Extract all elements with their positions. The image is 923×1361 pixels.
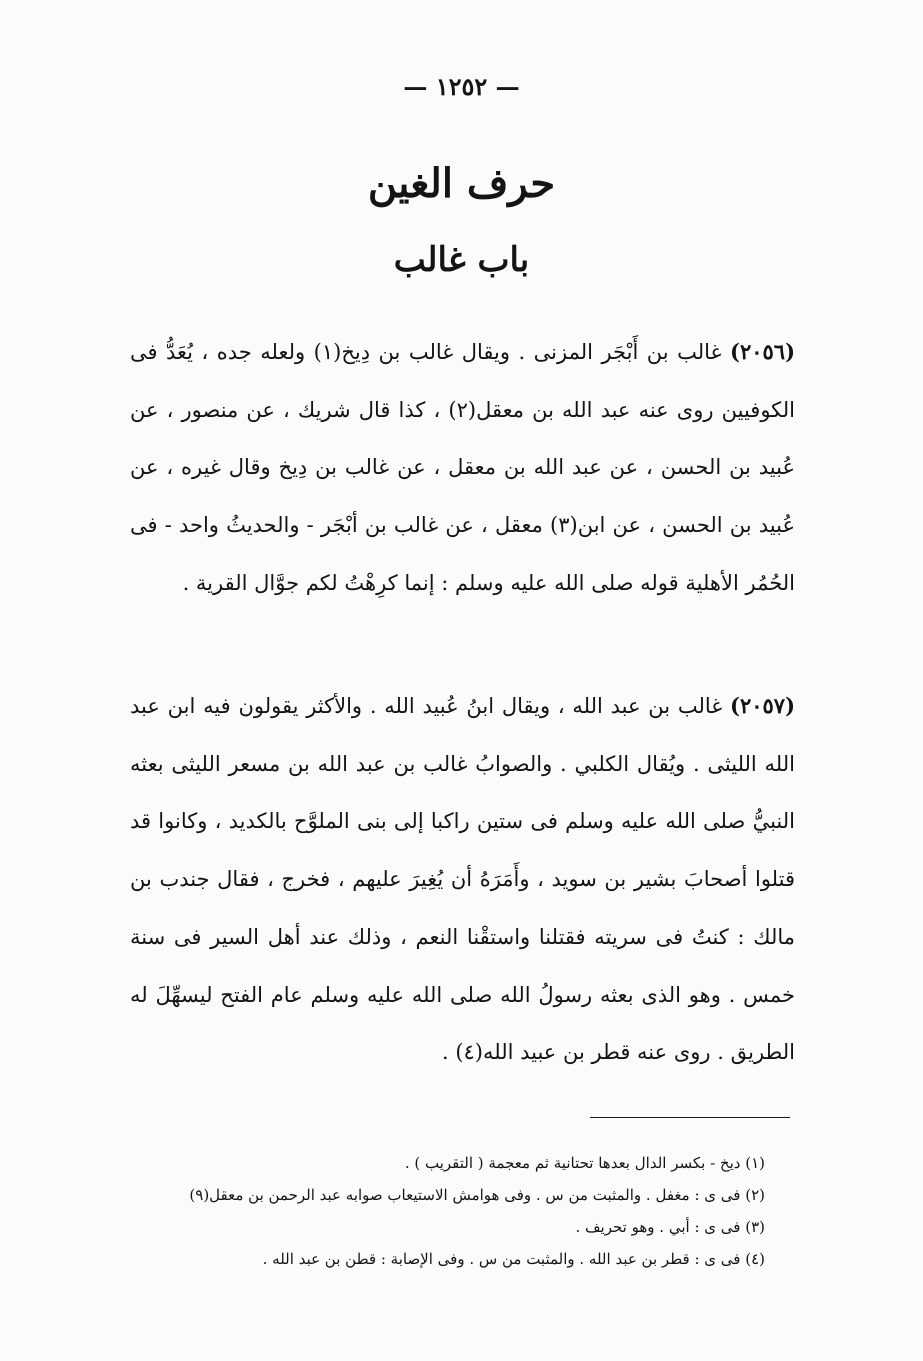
footnote-divider [590, 1117, 790, 1118]
footnote-3: (٣) فى ى : أبي . وهو تحريف . [575, 1218, 765, 1236]
entry-text: غالب بن أَبْجَر المزنى . ويقال غالب بن دِيخ(١) ولعله جده ، يُعَدُّ فى الكوفيين روى عنه عبد الله بن معقل(٢) ، كذا قال شريك ، عن منصور ، عن عُبيد بن الحسن ، عن عبد الله بن معقل ، عن غالب بن دِيخ وقال غيره ، عن عُبيد بن الحسن ، عن ابن(٣) معقل ، عن غالب بن أبْجَر - والحديثُ واحد - فى الحُمُر الأهلية قوله صلى الله عليه وسلم : إنما كرِهْتُ لكم جوَّال القرية . [130, 340, 796, 595]
entry-2056 [130, 323, 795, 613]
page-title: حرف الغين [367, 160, 556, 207]
page-number: — ١٢٥٢ — [403, 72, 520, 101]
footnote-2: (٢) فى ى : مغفل . والمثبت من س . وفى هوامش الاستيعاب صوابه عبد الرحمن بن معقل(٩) [189, 1186, 765, 1204]
section-title: باب غالب [393, 240, 530, 280]
entry-number: (٢٠٥٦) [730, 339, 795, 364]
entry-2057 [130, 677, 795, 1082]
footnotes [130, 1147, 765, 1275]
footnote-1: (١) ديخ - بكسر الدال بعدها تحتانية ثم معجمة ( التقريب ) . [404, 1154, 765, 1172]
footnote-4: (٤) فى ى : قطر بن عبد الله . والمثبت من س . وفى الإصابة : قطن بن عبد الله . [262, 1250, 765, 1268]
entry-text: غالب بن عبد الله ، ويقال ابنُ عُبيد الله . والأكثر يقولون فيه ابن عبد الله الليثى . ويُقال الكلبي . والصوابُ غالب بن عبد الله بن مسعر الليثى بعثه النبيُّ صلى الله عليه وسلم فى ستين راكبا إلى بنى الملوَّح بالكديد ، وكانوا قد قتلوا أصحابَ بشير بن سويد ، وأَمَرَهُ أن يُغِيرَ عليهم ، فخرج ، فقال جندب بن مالك : كنتُ فى سريته فقتلنا واستقْنا النعم ، وذلك عند أهل السير فى سنة خمس . وهو الذى بعثه رسولُ الله صلى الله عليه وسلم عام الفتح ليسهِّلَ له الطريق . روى عنه قطر بن عبيد الله(٤) . [130, 694, 795, 1065]
entry-number: (٢٠٥٧) [730, 693, 795, 718]
